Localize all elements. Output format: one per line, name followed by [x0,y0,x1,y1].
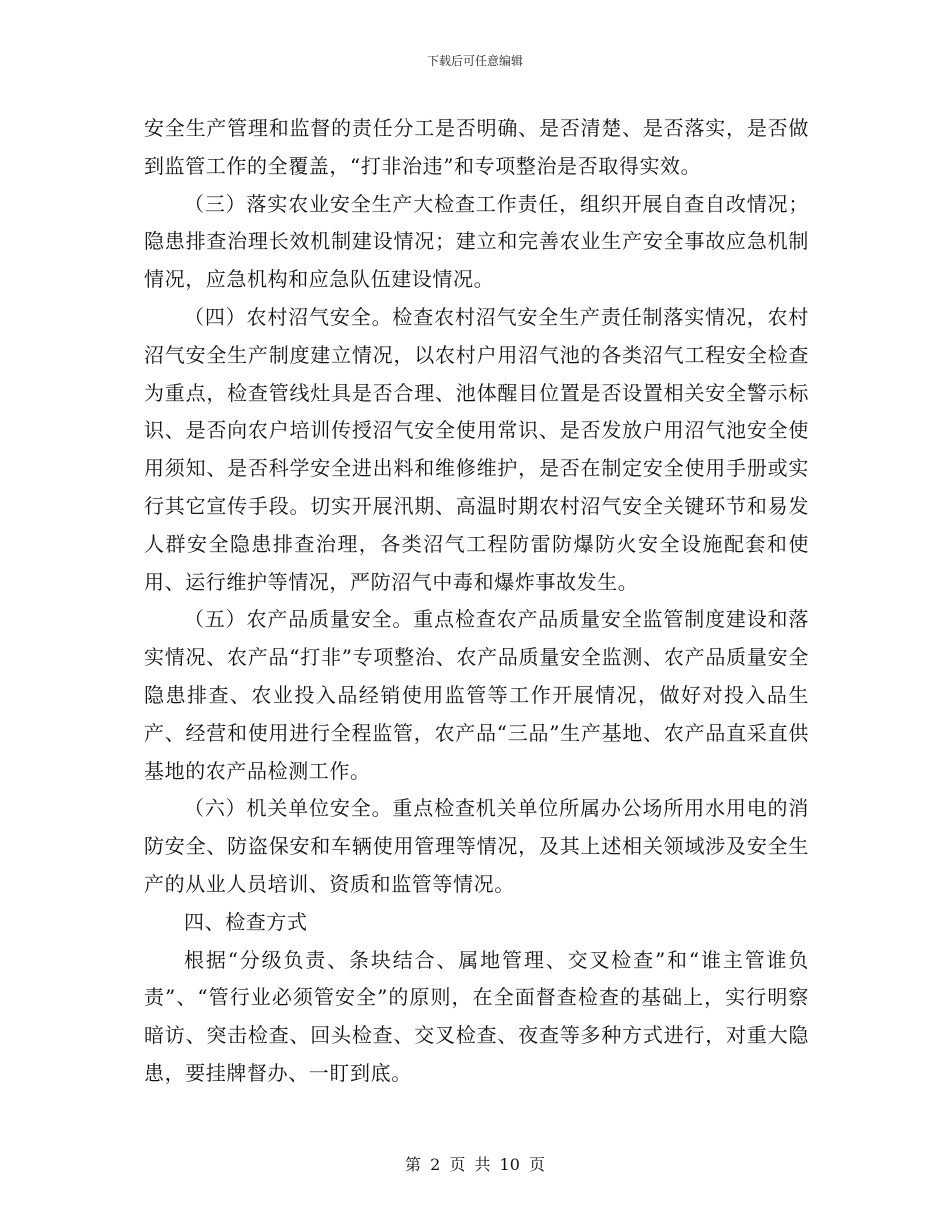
section-heading: 四、检查方式 [184,909,308,934]
paragraph-5: （六）机关单位安全。重点检查机关单位所属办公场所用水用电的消防安全、防盗保安和车辆使用管理等情况，及其上述相关领域涉及安全生产的从业人员培训、资质和监管等情况。 [144,796,809,896]
page-header: 下载后可任意编辑 [426,54,523,68]
paragraph-4: （五）农产品质量安全。重点检查农产品质量安全监管制度建设和落实情况、农产品“打非”专项整治、农产品质量安全监测、农产品质量安全隐患排查、农业投入品经销使用监管等工作开展情况，做好对投入品生产、经营和使用进行全程监管，农产品“三品”生产基地、农产品直采直供基地的农产品检测工作。 [144,607,809,783]
paragraph-2: （三）落实农业安全生产大检查工作责任，组织开展自查自改情况；隐患排查治理长效机制建设情况；建立和完善农业生产安全事故应急机制情况，应急机构和应急队伍建设情况。 [144,191,809,292]
paragraph-7: 根据“分级负责、条块结合、属地管理、交叉检查”和“谁主管谁负责”、“管行业必须管安全”的原则，在全面督查检查的基础上，实行明察暗访、突击检查、回头检查、交叉检查、夜查等多种方式进行，对重大隐患，要挂牌督办、一盯到底。 [144,947,809,1085]
page-number: 第 2 页 共 10 页 [405,1155,545,1174]
document-body [144,110,809,1093]
paragraph-3: （四）农村沼气安全。检查农村沼气安全生产责任制落实情况，农村沼气安全生产制度建立情况，以农村户用沼气池的各类沼气工程安全检查为重点，检查管线灶具是否合理、池体醒目位置是否设置相关安全警示标识、是否向农户培训传授沼气安全使用常识、是否发放户用沼气池安全使用须知、是否科学安全进出料和维修维护，是否在制定安全使用手册或实行其它宣传手段。切实开展汛期、高温时期农村沼气安全关键环节和易发人群安全隐患排查治理，各类沼气工程防雷防爆防火安全设施配套和使用、运行维护等情况，严防沼气中毒和爆炸事故发生。 [144,304,809,594]
paragraph-1: 安全生产管理和监督的责任分工是否明确、是否清楚、是否落实，是否做到监管工作的全覆盖，“打非治违”和专项整治是否取得实效。 [144,116,809,178]
